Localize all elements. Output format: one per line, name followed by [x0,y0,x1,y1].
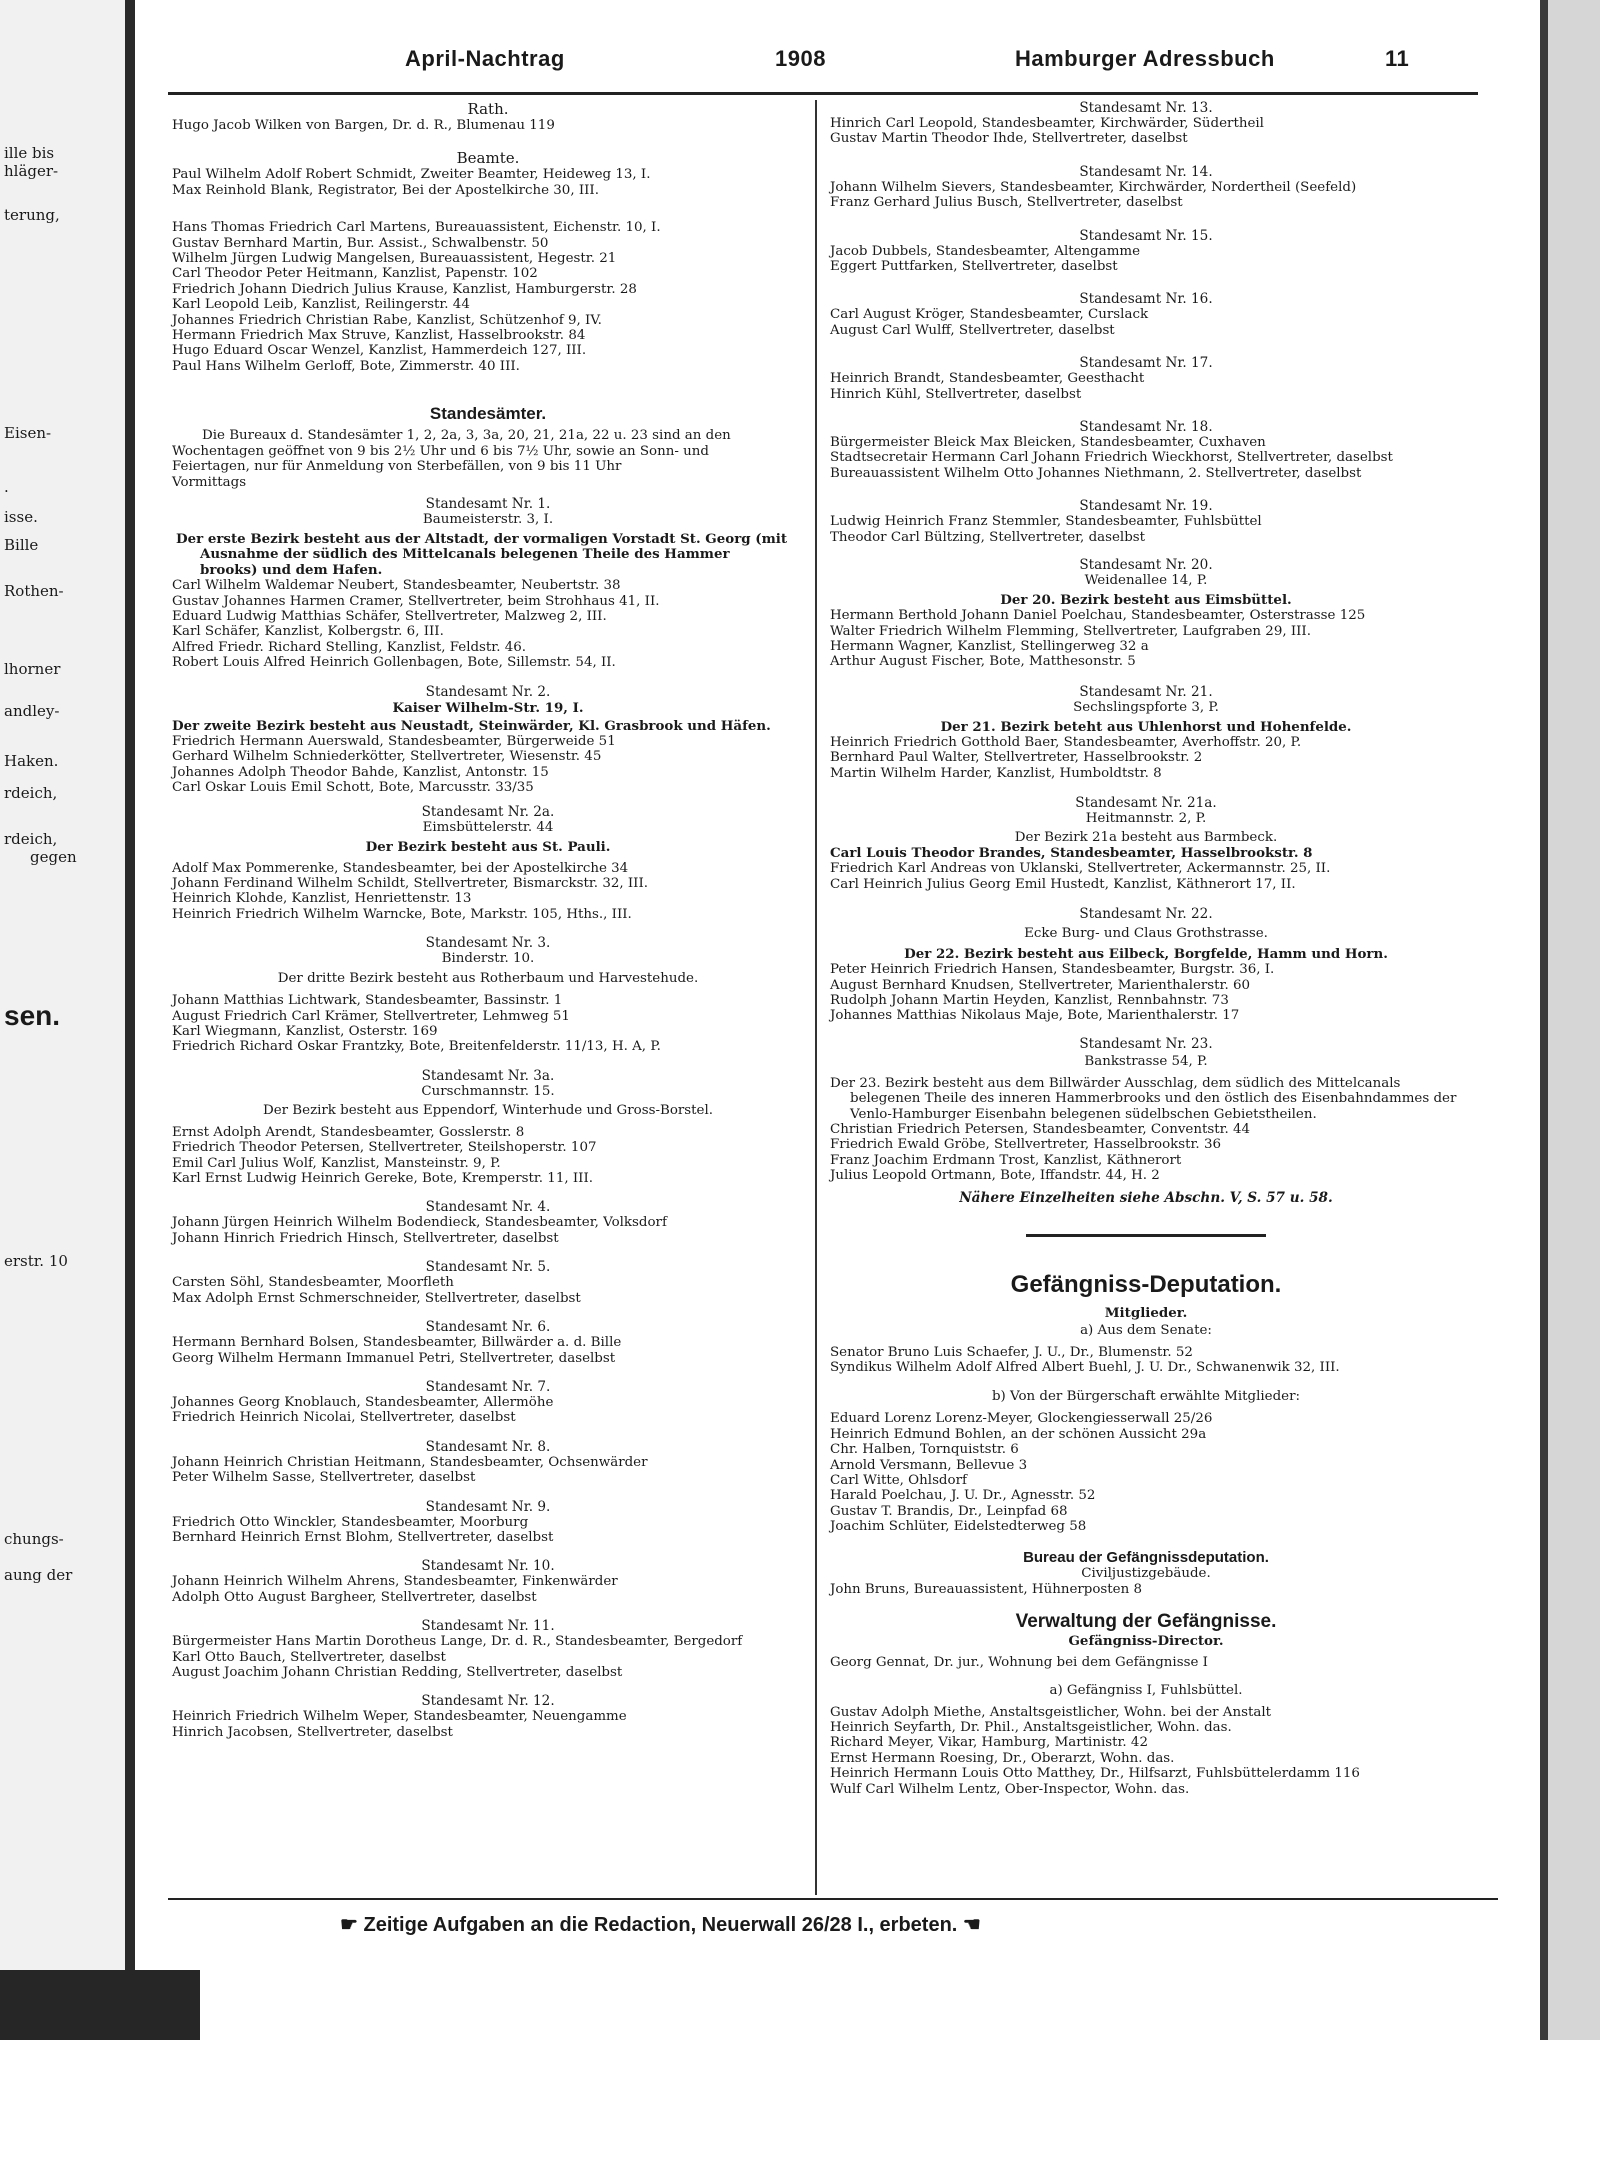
entry-line: Gustav Adolph Miethe, Anstaltsgeistlicher, Wohn. bei der Anstalt [830,1704,1271,1720]
bezirk-description: Der zweite Bezirk besteht aus Neustadt, Steinwärder, Kl. Grasbrook und Häfen. [172,717,771,734]
entry-line: Walter Friedrich Wilhelm Flemming, Stellvertreter, Laufgraben 29, III. [830,623,1311,639]
margin-fragment: erstr. 10 [4,1252,68,1270]
margin-fragment: Bille [4,536,39,554]
margin-fragment: Haken. [4,752,59,770]
entry-line: Joachim Schlüter, Eidelstedterweg 58 [830,1519,1087,1535]
margin-fragment: hläger- [4,162,59,180]
margin-fragment: lhorner [4,660,61,678]
entry-line: Max Adolph Ernst Schmerschneider, Stellvertreter, daselbst [172,1290,581,1306]
entry-line: Johann Hinrich Friedrich Hinsch, Stellvertreter, daselbst [172,1230,559,1246]
entry-line: Heinrich Friedrich Gotthold Baer, Standesbeamter, Averhoffstr. 20, P. [830,734,1302,750]
standesamt-header: Standesamt Nr. 13. [1079,100,1213,116]
entry-line: Syndikus Wilhelm Adolf Alfred Albert Buehl, J. U. Dr., Schwanenwik 32, III. [830,1360,1340,1376]
entry-line: Bureauassistent Wilhelm Otto Johannes Niethmann, 2. Stellvertreter, daselbst [830,465,1362,481]
footer-notice [340,1912,1440,1937]
entry-line: Gustav Bernhard Martin, Bur. Assist., Schwalbenstr. 50 [172,235,549,251]
entry-line: Bürgermeister Hans Martin Dorotheus Lange, Dr. d. R., Standesbeamter, Bergedorf [172,1634,743,1650]
margin-fragment: rdeich, [4,784,58,802]
directory-page [160,38,1530,1938]
standesamt-header: Standesamt Nr. 6. [425,1319,551,1336]
standesamt-address: Weidenallee 14, P. [1084,573,1208,589]
section-heading-bureau: Bureau der Gefängnissdeputation. [1023,1548,1269,1566]
column-divider [815,100,817,1895]
standesamt-address: Binderstr. 10. [441,951,535,967]
entry-line: Bernhard Heinrich Ernst Blohm, Stellvertreter, daselbst [172,1529,554,1545]
entry-line: Gustav Johannes Harmen Cramer, Stellvertreter, beim Strohhaus 41, II. [172,593,660,609]
standesamt-header: Standesamt Nr. 15. [1079,227,1213,244]
entry-line: Friedrich Richard Oskar Frantzky, Bote, Breitenfelderstr. 11/13, H. A, P. [172,1039,661,1055]
section-heading-gefaengniss-deputation: Gefängniss-Deputation. [1010,1270,1282,1298]
entry-line: Karl Ernst Ludwig Heinrich Gereke, Bote, Kremperstr. 11, III. [172,1171,593,1187]
entry-line: Hugo Eduard Oscar Wenzel, Kanzlist, Hammerdeich 127, III. [172,343,587,359]
entry-line: Hans Thomas Friedrich Carl Martens, Bureauassistent, Eichenstr. 10, I. [172,220,661,236]
entry-line: Karl Wiegmann, Kanzlist, Osterstr. 169 [172,1024,438,1040]
left-column [168,100,808,1740]
section-heading-standesaemter: Standesämter. [429,404,547,424]
margin-fragment: Rothen- [4,582,64,600]
bezirk-description: Der 23. Bezirk besteht aus dem Billwärder Ausschlag, dem südlich des Mittelcanals belegenen Theile des inneren Hammerbrooks und den östlich des Eisenbahndammes der Venlo-Hamburger Eisenbahn belegenen südelbschen Gebietstheilen. [830,1075,1457,1122]
entry-line: Georg Wilhelm Hermann Immanuel Petri, Stellvertreter, daselbst [172,1350,616,1366]
entry-line: Wilhelm Jürgen Ludwig Mangelsen, Bureauassistent, Hegestr. 21 [172,251,617,267]
entry-line: Alfred Friedr. Richard Stelling, Kanzlist, Feldstr. 46. [172,639,527,655]
entry-line: Senator Bruno Luis Schaefer, J. U., Dr., Blumenstr. 52 [830,1344,1193,1360]
standesamt-header: Standesamt Nr. 11. [421,1618,555,1635]
standesamt-header: Standesamt Nr. 16. [1079,291,1213,308]
entry-line: Heinrich Edmund Bohlen, an der schönen Aussicht 29a [830,1426,1207,1442]
entry-line: Franz Gerhard Julius Busch, Stellvertreter, daselbst [830,195,1183,211]
entry-line: Johann Jürgen Heinrich Wilhelm Bodendieck, Standesbeamter, Volksdorf [172,1215,667,1231]
entry-line: Stadtsecretair Hermann Carl Johann Friedrich Wieckhorst, Stellvertreter, daselbst [830,450,1393,466]
bezirk-description: Der dritte Bezirk besteht aus Rotherbaum und Harvestehude. [277,971,699,987]
notice-line: Vormittags [172,474,247,490]
standesamt-header: Standesamt Nr. 14. [1079,163,1213,180]
entry-line: Heinrich Brandt, Standesbeamter, Geesthacht [830,371,1145,387]
entry-line: John Bruns, Bureauassistent, Hühnerposten 8 [830,1581,1142,1597]
top-rule [168,92,1478,95]
entry-line: Hermann Friedrich Max Struve, Kanzlist, Hasselbrookstr. 84 [172,328,586,344]
entry-line: Theodor Carl Bültzing, Stellvertreter, daselbst [830,529,1146,545]
bezirk-description: Der Bezirk besteht aus St. Pauli. [365,838,611,855]
standesamt-address: Baumeisterstr. 3, I. [422,511,554,527]
standesamt-header: Standesamt Nr. 3. [425,935,551,952]
pointing-hand-left-icon: ☚ [962,1914,981,1936]
entry-line: Arthur August Fischer, Bote, Matthesonstr. 5 [830,654,1136,670]
standesamt-header: Standesamt Nr. 7. [425,1378,551,1395]
running-head-title: Hamburger Adressbuch [1015,46,1275,71]
previous-page-margin [0,0,135,2040]
entry-line: Johann Matthias Lichtwark, Standesbeamter, Bassinstr. 1 [172,993,563,1009]
entry-line: Carsten Söhl, Standesbeamter, Moorfleth [172,1275,454,1291]
entry-line: Hinrich Kühl, Stellvertreter, daselbst [830,386,1082,402]
entry-line: Johann Heinrich Wilhelm Ahrens, Standesbeamter, Finkenwärder [172,1574,618,1590]
running-head-year: 1908 [775,46,826,71]
binding-shadow [0,1970,200,2040]
standesamt-header: Standesamt Nr. 19. [1079,498,1213,515]
standesamt-header: Standesamt Nr. 2. [425,683,551,700]
entry-line: Friedrich Ewald Gröbe, Stellvertreter, Hasselbrookstr. 36 [830,1137,1221,1153]
entry-line: Johannes Friedrich Christian Rabe, Kanzlist, Schützenhof 9, IV. [172,312,602,328]
entry-line: Richard Meyer, Vikar, Hamburg, Martinistr. 42 [830,1735,1148,1751]
entry-line: Eduard Ludwig Matthias Schäfer, Stellvertreter, Malzweg 2, III. [172,608,607,624]
standesamt-header: Standesamt Nr. 12. [421,1693,555,1710]
bezirk-line: brooks) und dem Hafen. [200,561,383,578]
entry-line: Heinrich Seyfarth, Dr. Phil., Anstaltsgeistlicher, Wohn. das. [830,1719,1232,1735]
running-head [160,38,1530,82]
margin-fragment: isse. [4,508,38,526]
entry-line: Emil Carl Julius Wolf, Kanzlist, Mansteinstr. 9, P. [172,1155,501,1171]
entry-line: Friedrich Karl Andreas von Uklanski, Stellvertreter, Ackermannstr. 25, II. [830,861,1331,877]
entry-line: Johann Heinrich Christian Heitmann, Standesbeamter, Ochsenwärder [172,1454,648,1470]
margin-fragment: terung, [4,206,60,224]
margin-fragment: rdeich, [4,830,58,848]
standesamt-header: Standesamt Nr. 23. [1079,1035,1213,1052]
bezirk-description: Der 22. Bezirk besteht aus Eilbeck, Borgfelde, Hamm und Horn. [904,946,1388,963]
standesamt-address: Kaiser Wilhelm-Str. 19, I. [392,699,584,716]
entry-line: Carl Witte, Ohlsdorf [830,1473,967,1489]
subheading-mitglieder: Mitglieder. [1104,1304,1188,1321]
margin-fragment: gegen [30,848,77,866]
entry-line: Karl Otto Bauch, Stellvertreter, daselbst [172,1649,446,1665]
standesamt-header: Standesamt Nr. 9. [425,1498,551,1515]
entry-line: Chr. Halben, Tornquiststr. 6 [830,1442,1019,1458]
entry-line: Hermann Wagner, Kanzlist, Stellingerweg 32 a [830,638,1149,654]
bezirk-description: Der 20. Bezirk besteht aus Eimsbüttel. [1000,592,1292,609]
right-column [826,100,1466,1797]
margin-fragment: Eisen- [4,424,52,442]
entry-line: Johannes Georg Knoblauch, Standesbeamter, Allermöhe [172,1394,554,1410]
margin-fragment: ille bis [4,144,55,162]
entry-line: Paul Hans Wilhelm Gerloff, Bote, Zimmerstr. 40 III. [172,358,520,374]
margin-fragment: sen. [4,1000,61,1031]
notice-line: Die Bureaux d. Standesämter 1, 2, 2a, 3, 3a, 20, 21, 21a, 22 u. 23 sind an den [202,428,731,444]
entry-line: Friedrich Heinrich Nicolai, Stellvertreter, daselbst [172,1410,516,1426]
bezirk-description [168,532,808,578]
section-heading-beamte: Beamte. [456,149,520,168]
entry-line: Carl Theodor Peter Heitmann, Kanzlist, Papenstr. 102 [172,266,538,282]
margin-fragment: andley- [4,702,60,720]
entry-line: Heinrich Friedrich Wilhelm Weper, Standesbeamter, Neuengamme [172,1709,627,1725]
bezirk-line: Ausnahme der südlich des Mittelcanals belegenen Theile des Hammer [200,546,730,563]
standesamt-address: Ecke Burg- und Claus Grothstrasse. [1024,926,1268,942]
standesamt-header: Standesamt Nr. 22. [1079,906,1213,923]
standesamt-header: Standesamt Nr. 2a. [421,803,555,820]
entry-line: Peter Wilhelm Sasse, Stellvertreter, daselbst [172,1470,476,1486]
entry-line: Gerhard Wilhelm Schniederkötter, Stellvertreter, Wiesenstr. 45 [172,749,602,765]
entry-line: Johannes Matthias Nikolaus Maje, Bote, Marienthalerstr. 17 [830,1008,1240,1024]
subheading-fuhlsbuettel: a) Gefängniss I, Fuhlsbüttel. [1049,1682,1243,1698]
entry-line: Carl Oskar Louis Emil Schott, Bote, Marcusstr. 33/35 [172,780,534,796]
subheading-buergerschaft: b) Von der Bürgerschaft erwählte Mitglieder: [991,1389,1300,1405]
standesamt-address: Sechslingspforte 3, P. [1073,699,1219,715]
standesamt-header: Standesamt Nr. 21. [1079,683,1213,700]
footer-text: Zeitige Aufgaben an die Redaction, Neuerwall 26/28 I., erbeten. [363,1914,958,1936]
right-page-edge [1540,0,1600,2040]
running-head-section: April-Nachtrag [405,46,565,71]
entry-line: Johann Ferdinand Wilhelm Schildt, Stellvertreter, Bismarckstr. 32, III. [172,876,648,891]
entry-line: Hermann Bernhard Bolsen, Standesbeamter, Billwärder a. d. Bille [172,1335,622,1351]
entry-line: Martin Wilhelm Harder, Kanzlist, Humboldtstr. 8 [830,765,1162,781]
bezirk-description: Der 21. Bezirk beteht aus Uhlenhorst und Hohenfelde. [940,718,1352,735]
standesamt-address: Eimsbüttelerstr. 44 [422,819,554,835]
entry-line: Carl Wilhelm Waldemar Neubert, Standesbeamter, Neubertstr. 38 [172,578,621,594]
entry-line: Julius Leopold Ortmann, Bote, Iffandstr. 44, H. 2 [830,1168,1160,1184]
standesamt-header: Standesamt Nr. 20. [1079,557,1213,574]
margin-fragment: aung der [4,1566,73,1584]
pointing-hand-right-icon: ☛ [340,1914,358,1936]
entry-line: Carl August Kröger, Standesbeamter, Curslack [830,307,1149,323]
entry-line: August Bernhard Knudsen, Stellvertreter, Marienthalerstr. 60 [830,977,1251,993]
entry-line: Johannes Adolph Theodor Bahde, Kanzlist, Antonstr. 15 [172,764,549,780]
running-head-page: 11 [1385,46,1410,71]
section-divider [1026,1234,1266,1237]
entry-line: Ernst Hermann Roesing, Dr., Oberarzt, Wohn. das. [830,1750,1175,1766]
entry-line: Friedrich Hermann Auerswald, Standesbeamter, Bürgerweide 51 [172,733,616,749]
entry-line: Bernhard Paul Walter, Stellvertreter, Hasselbrookstr. 2 [830,750,1203,766]
entry-line: Eggert Puttfarken, Stellvertreter, daselbst [830,259,1118,275]
standesamt-header: Standesamt Nr. 1. [425,495,551,512]
entry-line: Christian Friedrich Petersen, Standesbeamter, Conventstr. 44 [830,1122,1251,1137]
entry-line: Arnold Versmann, Bellevue 3 [830,1457,1028,1473]
entry-line: Heinrich Friedrich Wilhelm Warncke, Bote, Markstr. 105, Hths., III. [172,906,632,922]
margin-fragment: . [4,478,9,496]
entry-line: August Friedrich Carl Krämer, Stellvertreter, Lehmweg 51 [172,1008,570,1024]
entry-line: Hugo Jacob Wilken von Bargen, Dr. d. R., Blumenau 119 [172,118,555,133]
entry-line: Jacob Dubbels, Standesbeamter, Altengamme [830,243,1141,259]
standesamt-header: Standesamt Nr. 10. [421,1558,555,1575]
entry-line: Carl Heinrich Julius Georg Emil Hustedt, Kanzlist, Käthnerort 17, II. [830,876,1296,892]
footer-rule [168,1898,1498,1900]
bezirk-line: Der erste Bezirk besteht aus der Altstadt, der vormaligen Vorstadt St. Georg (mit [176,530,788,547]
standesamt-header: Standesamt Nr. 17. [1079,355,1213,372]
standesamt-header: Standesamt Nr. 4. [425,1199,551,1216]
entry-line: Georg Gennat, Dr. jur., Wohnung bei dem Gefängnisse I [830,1655,1208,1671]
entry-line: Ernst Adolph Arendt, Standesbeamter, Gosslerstr. 8 [172,1124,525,1140]
entry-line: Heinrich Klohde, Kanzlist, Henriettenstr. 13 [172,891,472,907]
entry-line: Gustav T. Brandis, Dr., Leinpfad 68 [830,1503,1068,1519]
entry-line: Rudolph Johann Martin Heyden, Kanzlist, Rennbahnstr. 73 [830,992,1229,1008]
section-heading-rath: Rath. [467,100,509,118]
standesamt-header: Standesamt Nr. 3a. [421,1067,555,1084]
entry-line: Friedrich Otto Winckler, Standesbeamter, Moorburg [172,1514,529,1530]
entry-line: Karl Schäfer, Kanzlist, Kolbergstr. 6, III. [172,624,444,640]
entry-line: August Carl Wulff, Stellvertreter, daselbst [830,322,1115,338]
entry-line: Hermann Berthold Johann Daniel Poelchau, Standesbeamter, Osterstrasse 125 [830,608,1366,624]
margin-fragment: chungs- [4,1530,64,1548]
standesamt-header: Standesamt Nr. 8. [425,1438,551,1455]
bezirk-description: Der Bezirk 21a besteht aus Barmbeck. [1014,829,1278,845]
entry-line: Adolf Max Pommerenke, Standesbeamter, bei der Apostelkirche 34 [172,860,629,876]
standesamt-address: Curschmannstr. 15. [421,1083,555,1099]
entry-line: Franz Joachim Erdmann Trost, Kanzlist, Käthnerort [830,1152,1182,1168]
entry-line: Hinrich Carl Leopold, Standesbeamter, Kirchwärder, Südertheil [830,116,1264,131]
entry-line: Eduard Lorenz Lorenz-Meyer, Glockengiesserwall 25/26 [830,1411,1213,1427]
entry-line: Karl Leopold Leib, Kanzlist, Reilingerstr. 44 [172,297,470,313]
entry-line: Bürgermeister Bleick Max Bleicken, Standesbeamter, Cuxhaven [830,435,1266,451]
entry-line: August Joachim Johann Christian Redding, Stellvertreter, daselbst [172,1664,623,1680]
entry-line: Max Reinhold Blank, Registrator, Bei der Apostelkirche 30, III. [172,182,599,198]
section-heading-verwaltung: Verwaltung der Gefängnisse. [1015,1611,1277,1633]
standesamt-header: Standesamt Nr. 21a. [1075,794,1217,811]
office-hours-notice [168,428,808,490]
entry-line: Johann Wilhelm Sievers, Standesbeamter, Kirchwärder, Nordertheil (Seefeld) [830,179,1357,195]
bureau-address: Civiljustizgebäude. [1081,1565,1211,1581]
entry-line: Carl Louis Theodor Brandes, Standesbeamter, Hasselbrookstr. 8 [830,844,1313,861]
entry-line: Friedrich Theodor Petersen, Stellvertreter, Steilshoperstr. 107 [172,1140,597,1156]
entry-line: Wulf Carl Wilhelm Lentz, Ober-Inspector, Wohn. das. [830,1781,1190,1797]
entry-line: Paul Wilhelm Adolf Robert Schmidt, Zweiter Beamter, Heideweg 13, I. [172,167,651,183]
entry-line: Harald Poelchau, J. U. Dr., Agnesstr. 52 [830,1488,1096,1504]
standesamt-address: Heitmannstr. 2, P. [1085,810,1207,826]
entry-line: Hinrich Jacobsen, Stellvertreter, daselbst [172,1724,453,1740]
subheading-director: Gefängniss-Director. [1068,1633,1224,1650]
entry-line: Peter Heinrich Friedrich Hansen, Standesbeamter, Burgstr. 36, I. [830,962,1275,978]
cross-reference-note: Nähere Einzelheiten siehe Abschn. V, S. 57 u. 58. [959,1189,1333,1206]
notice-line: Wochentagen geöffnet von 9 bis 2½ Uhr und 6 bis 7½ Uhr, sowie an Sonn- und [172,443,709,459]
entry-line: Heinrich Hermann Louis Otto Matthey, Dr., Hilfsarzt, Fuhlsbüttelerdamm 116 [830,1766,1360,1782]
standesamt-header: Standesamt Nr. 5. [425,1259,551,1276]
entry-line: Adolph Otto August Bargheer, Stellvertreter, daselbst [172,1589,537,1605]
notice-line: Feiertagen, nur für Anmeldung von Sterbefällen, von 9 bis 11 Uhr [172,459,622,475]
entry-line: Gustav Martin Theodor Ihde, Stellvertreter, daselbst [830,131,1188,147]
entry-line: Ludwig Heinrich Franz Stemmler, Standesbeamter, Fuhlsbüttel [830,514,1262,530]
subheading-senat: a) Aus dem Senate: [1080,1322,1212,1338]
standesamt-address: Bankstrasse 54, P. [1084,1053,1208,1069]
bezirk-description: Der Bezirk besteht aus Eppendorf, Winterhude und Gross-Borstel. [262,1102,714,1118]
standesamt-header: Standesamt Nr. 18. [1079,419,1213,436]
entry-line: Robert Louis Alfred Heinrich Gollenbagen, Bote, Sillemstr. 54, II. [172,655,616,671]
entry-line: Friedrich Johann Diedrich Julius Krause, Kanzlist, Hamburgerstr. 28 [172,281,637,297]
